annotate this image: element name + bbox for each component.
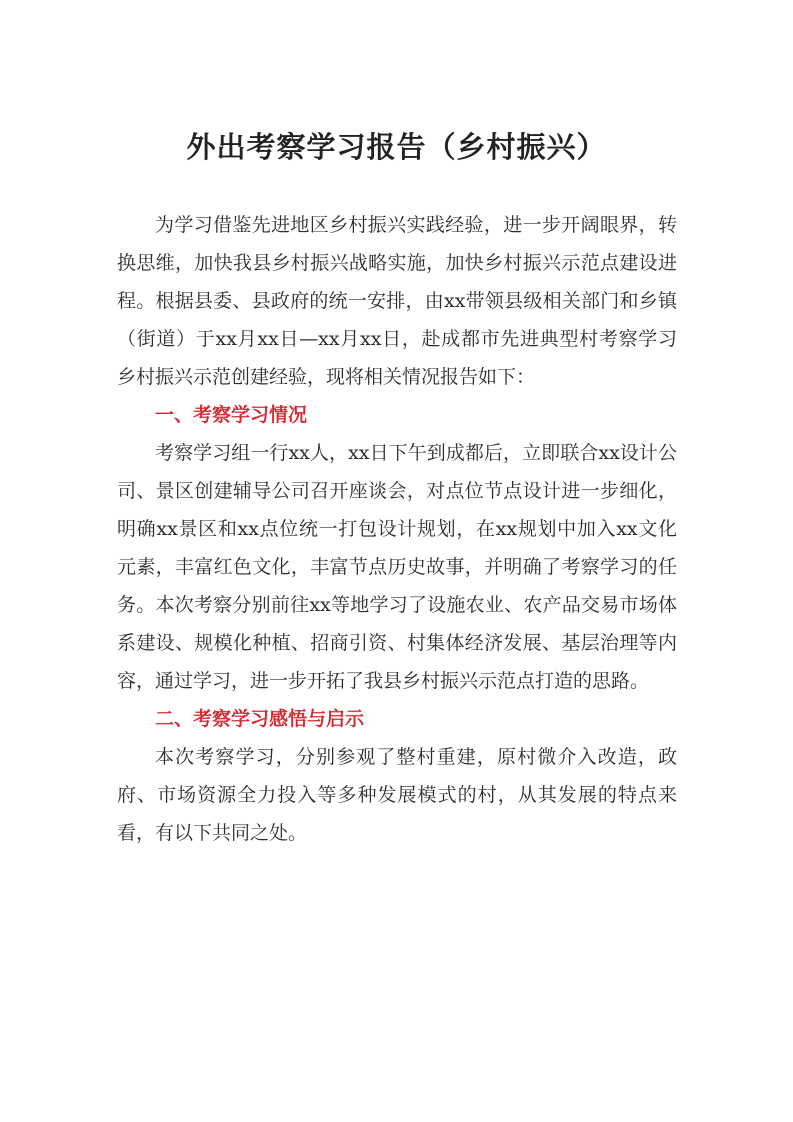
section-1-heading: 一、考察学习情况 xyxy=(155,404,308,426)
document-body xyxy=(117,206,677,852)
intro-paragraph: 为学习借鉴先进地区乡村振兴实践经验，进一步开阔眼界，转换思维，加快我县乡村振兴战略实施，加快乡村振兴示范点建设进程。根据县委、县政府的统一安排，由xx带领县级相关部门和乡镇（街道）于xx月xx日—xx月xx日，赴成都市先进典型村考察学习乡村振兴示范创建经验，现将相关情况报告如下： xyxy=(117,214,677,388)
section-2-heading: 二、考察学习感悟与启示 xyxy=(155,708,365,730)
section-2-paragraph: 本次考察学习，分别参观了整村重建，原村微介入改造，政府、市场资源全力投入等多种发展模式的村，从其发展的特点来看，有以下共同之处。 xyxy=(117,746,677,844)
section-1-paragraph: 考察学习组一行xx人，xx日下午到成都后，立即联合xx设计公司、景区创建辅导公司召开座谈会，对点位节点设计进一步细化，明确xx景区和xx点位统一打包设计规划，在xx规划中加入xx文化元素，丰富红色文化，丰富节点历史故事，并明确了考察学习的任务。本次考察分别前往xx等地学习了设施农业、农产品交易市场体系建设、规模化种植、招商引资、村集体经济发展、基层治理等内容，通过学习，进一步开拓了我县乡村振兴示范点打造的思路。 xyxy=(117,442,677,692)
document-title: 外出考察学习报告（乡村振兴） xyxy=(186,130,607,164)
